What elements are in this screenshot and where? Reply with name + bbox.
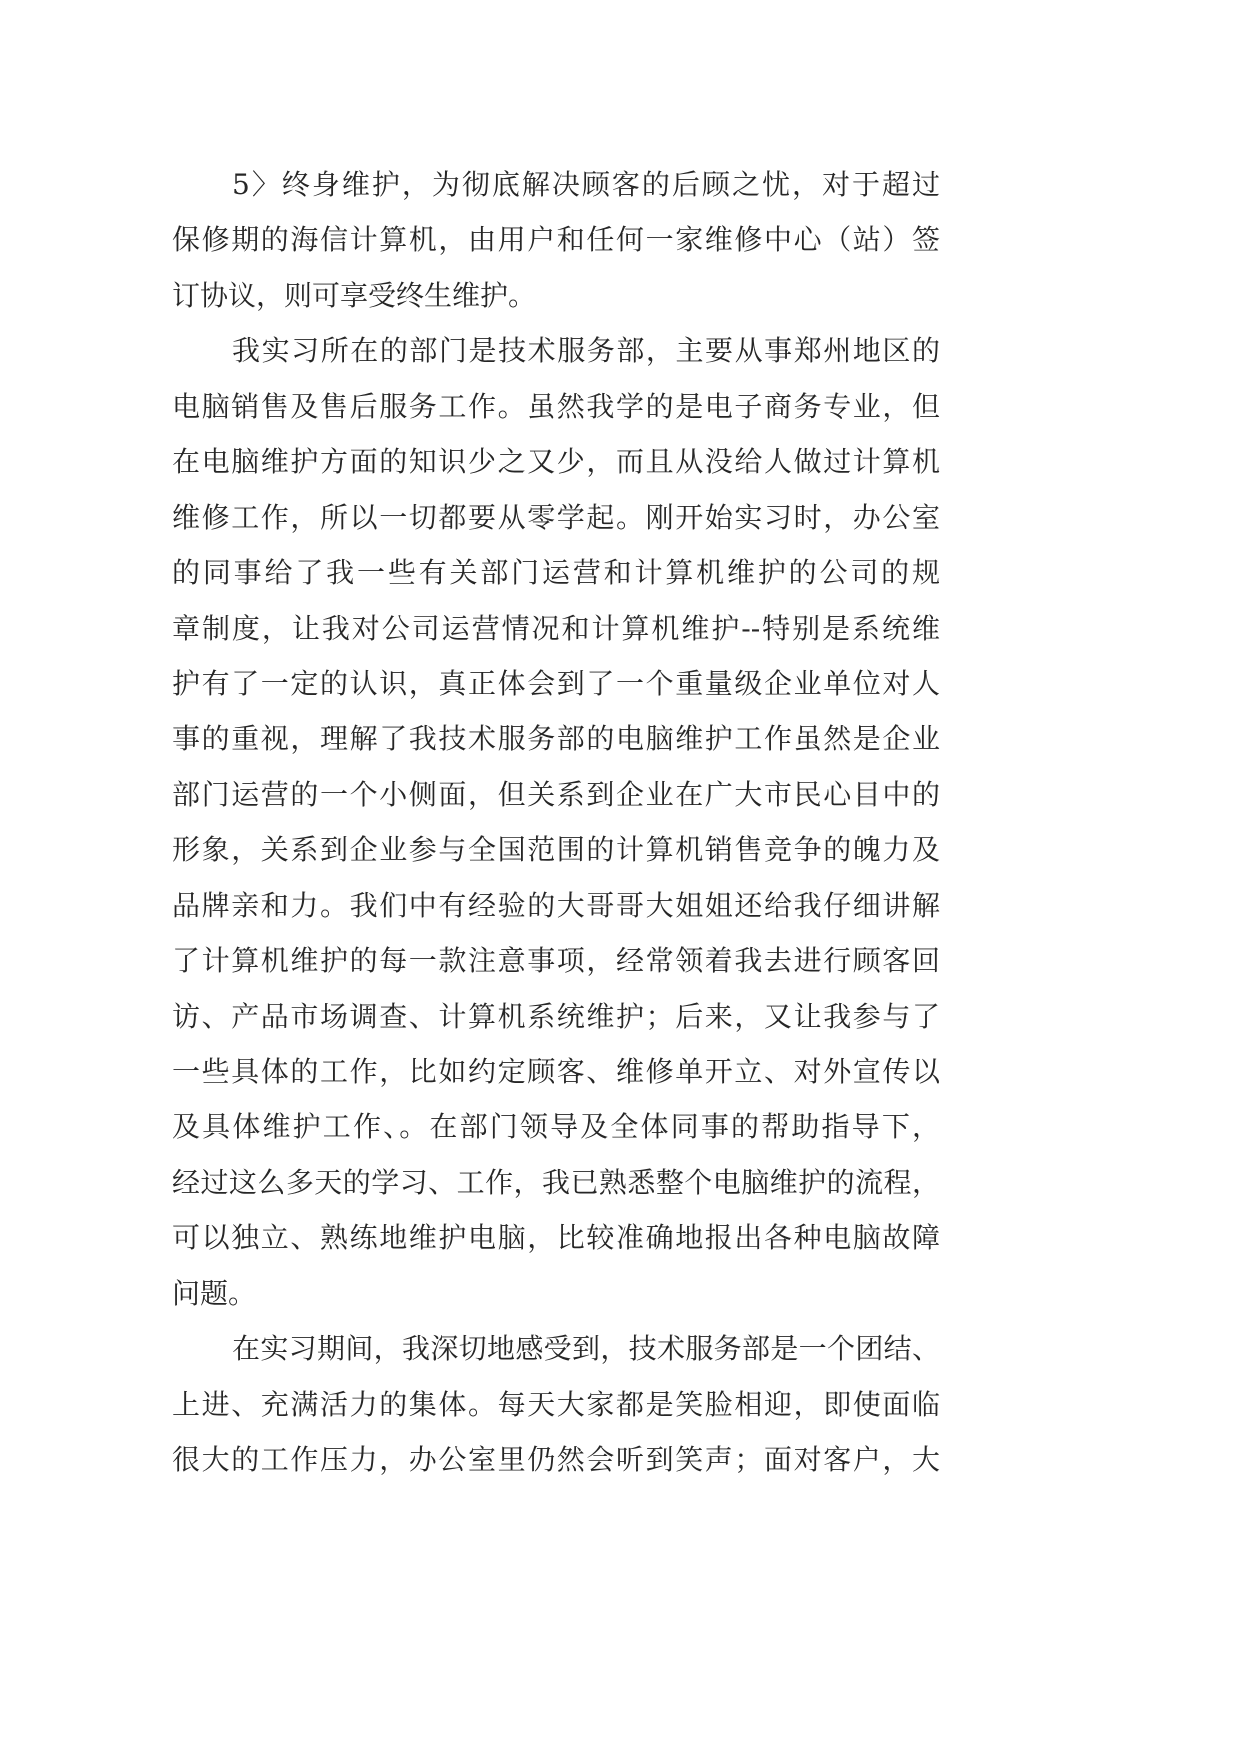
text-line: 订协议，则可享受终生维护。 bbox=[172, 278, 537, 312]
text-line: 了计算机维护的每一款注意事项，经常领着我去进行顾客回 bbox=[172, 944, 940, 978]
text-line: 章制度，让我对公司运营情况和计算机维护--特别是系统维 bbox=[172, 611, 940, 645]
text-line: 及具体维护工作、。在部门领导及全体同事的帮助指导下， bbox=[172, 1110, 940, 1144]
text-line: 电脑销售及售后服务工作。虽然我学的是电子商务专业，但 bbox=[172, 389, 940, 423]
paragraph-maintenance bbox=[172, 157, 940, 323]
text-line: 上进、充满活力的集体。每天大家都是笑脸相迎，即使面临 bbox=[172, 1387, 940, 1421]
text-line: 在实习期间，我深切地感受到，技术服务部是一个团结、 bbox=[232, 1332, 940, 1366]
text-line: 的同事给了我一些有关部门运营和计算机维护的公司的规 bbox=[172, 556, 940, 590]
text-line: 5〉终身维护，为彻底解决顾客的后顾之忧，对于超过 bbox=[232, 168, 940, 201]
text-line: 我实习所在的部门是技术服务部，主要从事郑州地区的 bbox=[232, 334, 940, 368]
text-line: 品牌亲和力。我们中有经验的大哥哥大姐姐还给我仔细讲解 bbox=[172, 888, 940, 922]
text-line: 问题。 bbox=[172, 1276, 257, 1310]
text-line: 访、产品市场调查、计算机系统维护；后来，又让我参与了 bbox=[172, 999, 940, 1033]
body-text bbox=[172, 157, 940, 1488]
text-line: 经过这么多天的学习、工作，我已熟悉整个电脑维护的流程， bbox=[172, 1165, 940, 1199]
text-line: 很大的工作压力，办公室里仍然会听到笑声；面对客户，大 bbox=[172, 1443, 940, 1477]
text-line: 部门运营的一个小侧面，但关系到企业在广大市民心目中的 bbox=[172, 777, 940, 811]
text-line: 护有了一定的认识，真正体会到了一个重量级企业单位对人 bbox=[172, 666, 940, 700]
text-line: 在电脑维护方面的知识少之又少，而且从没给人做过计算机 bbox=[172, 445, 940, 479]
text-line: 一些具体的工作，比如约定顾客、维修单开立、对外宣传以 bbox=[172, 1055, 940, 1088]
text-line: 事的重视，理解了我技术服务部的电脑维护工作虽然是企业 bbox=[172, 722, 940, 756]
text-line: 可以独立、熟练地维护电脑，比较准确地报出各种电脑故障 bbox=[172, 1221, 940, 1255]
paragraph-internship-experience bbox=[172, 1321, 940, 1487]
text-line: 形象，关系到企业参与全国范围的计算机销售竞争的魄力及 bbox=[172, 833, 940, 867]
text-line: 维修工作，所以一切都要从零学起。刚开始实习时，办公室 bbox=[172, 500, 940, 534]
paragraph-internship-department bbox=[172, 323, 940, 1321]
text-line: 保修期的海信计算机，由用户和任何一家维修中心（站）签 bbox=[172, 223, 940, 257]
